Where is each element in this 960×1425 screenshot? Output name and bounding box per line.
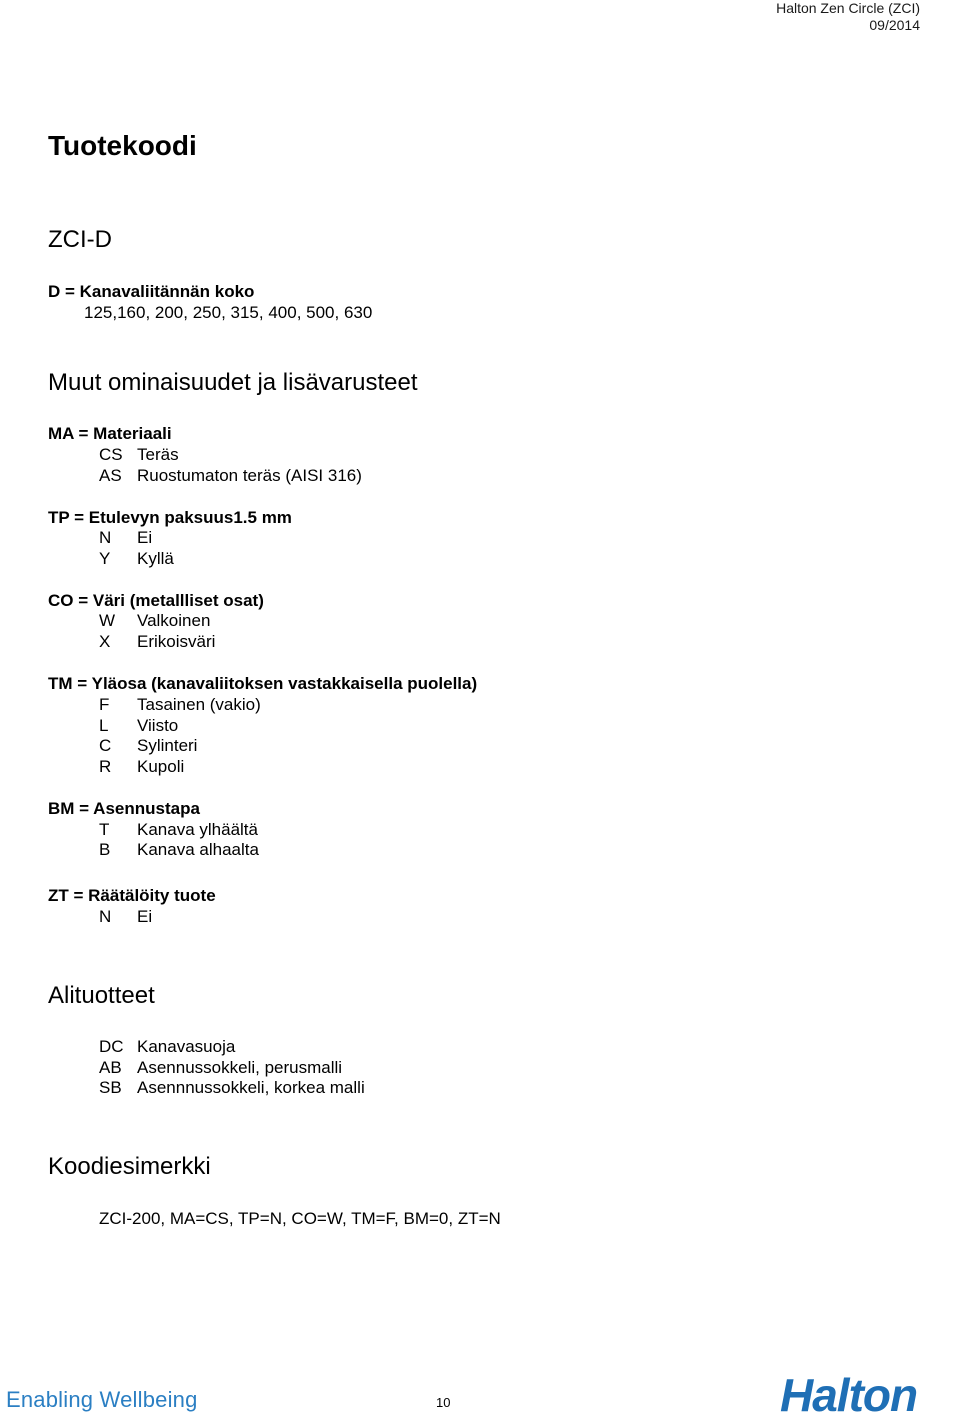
subproduct-item [99,1077,365,1098]
option-label: Ruostumaton teräs (AISI 316) [137,466,362,485]
option-label: Tasainen (vakio) [137,695,261,714]
svg-text:Halton: Halton [780,1373,918,1417]
option-code: B [99,840,111,859]
option-heading-tm: TM = Yläosa (kanavaliitoksen vastakkaisella puolella) [48,674,478,693]
option-item [99,548,174,569]
option-label: Valkoinen [137,611,211,630]
option-label: Erikoisväri [137,632,216,651]
option-heading-zt: ZT = Räätälöity tuote [48,886,216,905]
subproduct-label: Asennussokkeli, perusmalli [137,1058,343,1077]
option-item [99,465,362,486]
d-values: 125,160, 200, 250, 315, 400, 500, 630 [84,303,373,322]
halton-logo [780,1373,960,1422]
option-item [99,527,152,548]
option-label: Viisto [137,716,179,735]
option-code: C [99,736,112,755]
option-heading-tp: TP = Etulevyn paksuus1.5 mm [48,508,292,527]
product-code-name: ZCI-D [48,226,112,253]
option-code: CS [99,445,123,464]
option-code: X [99,632,111,651]
options-heading: Muut ominaisuudet ja lisävarusteet [48,369,418,396]
option-label: Sylinteri [137,736,198,755]
header-date: 09/2014 [869,17,920,33]
page-number: 10 [436,1395,451,1410]
subproduct-item [99,1057,342,1078]
page-title: Tuotekoodi [48,130,197,161]
subproduct-item [99,1036,235,1057]
option-item [99,694,261,715]
example-code: ZCI-200, MA=CS, TP=N, CO=W, TM=F, BM=0, ZT=N [99,1209,501,1228]
halton-logo-icon [780,1373,960,1417]
option-code: T [99,820,110,839]
option-item [99,819,258,840]
option-code: N [99,528,112,547]
page-header [776,0,920,34]
subproduct-code: AB [99,1058,122,1077]
option-label: Kupoli [137,757,185,776]
option-heading-bm: BM = Asennustapa [48,799,200,818]
option-item [99,610,210,631]
option-label: Ei [137,907,153,926]
option-item [99,444,179,465]
option-code: F [99,695,110,714]
subproduct-label: Asennnussokkeli, korkea malli [137,1078,365,1097]
d-heading: D = Kanavaliitännän koko [48,282,255,301]
option-item [99,906,152,927]
option-item [99,839,259,860]
header-doc-title: Halton Zen Circle (ZCI) [776,0,920,16]
option-item [99,756,184,777]
subproduct-label: Kanavasuoja [137,1037,236,1056]
option-code: R [99,757,112,776]
option-code: W [99,611,116,630]
option-code: L [99,716,109,735]
option-item [99,631,215,652]
option-label: Kanava ylhäältä [137,820,258,839]
example-heading: Koodiesimerkki [48,1153,211,1180]
option-code: Y [99,549,111,568]
option-code: AS [99,466,122,485]
option-label: Kanava alhaalta [137,840,259,859]
option-label: Teräs [137,445,179,464]
option-label: Kyllä [137,549,174,568]
subproduct-code: DC [99,1037,124,1056]
option-heading-co: CO = Väri (metallliset osat) [48,591,264,610]
option-item [99,735,197,756]
subproduct-code: SB [99,1078,122,1097]
option-heading-ma: MA = Materiaali [48,424,172,443]
subproducts-heading: Alituotteet [48,982,155,1009]
option-label: Ei [137,528,153,547]
footer-slogan: Enabling Wellbeing [6,1387,198,1412]
option-code: N [99,907,112,926]
option-item [99,715,178,736]
